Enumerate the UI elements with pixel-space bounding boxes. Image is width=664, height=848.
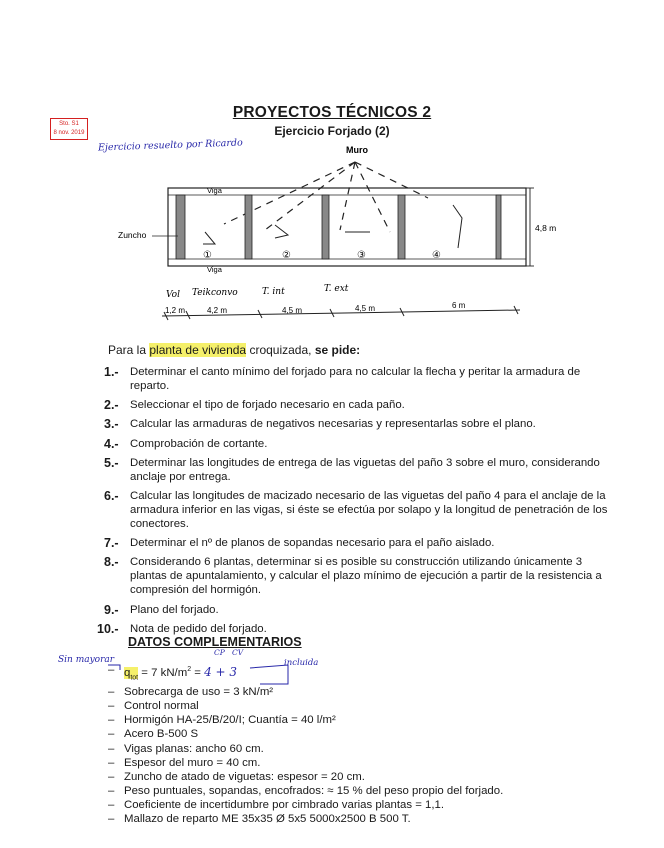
muro-label: Muro <box>346 145 368 155</box>
hand-incluida: incluida <box>284 658 319 668</box>
supports <box>176 195 501 259</box>
datos-list <box>108 663 503 826</box>
stamp-line-1: Sto. S1 <box>59 121 79 127</box>
question-item: 9.- Plano del forjado. <box>104 602 219 617</box>
span-4: 4,5 m <box>355 304 376 313</box>
datos-item: – Hormigón HA-25/B/20/I; Cuantía = 40 l/m² <box>108 713 503 727</box>
datos-item: – Vigas planas: ancho 60 cm. <box>108 742 503 756</box>
panel-2-label: ② <box>282 250 291 261</box>
span-1: 1,2 m <box>165 306 186 315</box>
span-5: 6 m <box>452 301 466 310</box>
span-direction-marks <box>203 205 462 248</box>
datos-item: – Coeficiente de incertidumbre por cimbrado varias plantas = 1,1. <box>108 798 503 812</box>
datos-heading: DATOS COMPLEMENTARIOS <box>128 635 302 649</box>
hand-label-vol: Vol <box>166 290 180 300</box>
panel-4-label: ④ <box>432 250 441 261</box>
datos-item: – Sobrecarga de uso = 3 kN/m² <box>108 685 503 699</box>
hand-label-text: T. ext <box>324 284 349 294</box>
hand-cp: CP <box>214 648 225 657</box>
slab-outline <box>168 188 526 266</box>
floor-plan-diagram <box>0 0 664 340</box>
datos-item: – Control normal <box>108 699 503 713</box>
question-list <box>97 365 618 641</box>
hand-label-tint: T. int <box>262 287 285 297</box>
datos-item: – Mallazo de reparto ME 35x35 Ø 5x5 5000x2500 B 500 T. <box>108 812 503 826</box>
hand-sin-mayorar: Sin mayorar <box>58 655 115 665</box>
span-2: 4,2 m <box>207 306 228 315</box>
question-item: 10.- Nota de pedido del forjado. <box>97 621 267 636</box>
question-item: 3.- Calcular las armaduras de negativos necesarias y representarlas sobre el plano. <box>104 417 536 432</box>
span-3: 4,5 m <box>282 306 303 315</box>
datos-item: – Espesor del muro = 40 cm. <box>108 756 503 770</box>
hand-label-teikconvo: Teikconvo <box>192 288 238 298</box>
page-title: PROYECTOS TÉCNICOS 2 <box>232 104 432 121</box>
page-subtitle: Ejercicio Forjado (2) <box>274 124 390 138</box>
datos-item: – Zuncho de atado de viguetas: espesor = 20 cm. <box>108 770 503 784</box>
intro-text: Para la planta de vivienda croquizada, se pide: <box>108 343 361 357</box>
question-item: 2.- Seleccionar el tipo de forjado necesario en cada paño. <box>104 398 405 413</box>
intro-highlight: planta de vivienda <box>149 343 247 357</box>
question-item: 4.- Comprobación de cortante. <box>104 436 268 451</box>
stamp-line-2: 8 nov. 2019 <box>53 130 85 136</box>
hand-cv: CV <box>232 648 244 657</box>
panel-1-label: ① <box>203 250 212 261</box>
question-item: 6.- Calcular las longitudes de macizado necesario de las viguetas del paño 4 para el anclaje de la armadura inferior en las vigas, si éste se efectúa por solapo y la longitud de penetración de los conectores. <box>104 488 608 530</box>
height-label: 4,8 m <box>535 223 557 233</box>
viga-top-label: Viga <box>207 186 222 195</box>
question-item: 7.- Determinar el nº de planos de sopandas necesario para el paño aislado. <box>104 536 495 551</box>
panel-3-label: ③ <box>357 250 366 261</box>
question-item: 1.- Determinar el canto mínimo del forjado para no calcular la flecha y peritar la armadura de reparto. <box>104 365 581 392</box>
handwritten-note: Ejercicio resuelto por Ricardo <box>97 137 243 154</box>
viga-bottom-label: Viga <box>207 265 222 274</box>
question-item: 5.- Determinar las longitudes de entrega de las viguetas del paño 3 sobre el muro, considerando anclaje por entrega. <box>104 455 600 483</box>
question-item: 8.- Considerando 6 plantas, determinar si es posible su construcción utilizando únicamente 3 plantas de apuntalamiento, y calcular el plazo mínimo de ejecución a partir de la resistencia a compresión del hormigón. <box>104 555 602 597</box>
datos-item-qtot: – $q_{tot} = 7$ $kN/m^2 = 4 + 3$ <box>108 663 503 685</box>
datos-item: – Acero B-500 S <box>108 727 503 741</box>
zuncho-label: Zuncho <box>118 230 147 240</box>
datos-item: – Peso puntuales, sopandas, encofrados: ≈ 15 % del peso propio del forjado. <box>108 784 503 798</box>
